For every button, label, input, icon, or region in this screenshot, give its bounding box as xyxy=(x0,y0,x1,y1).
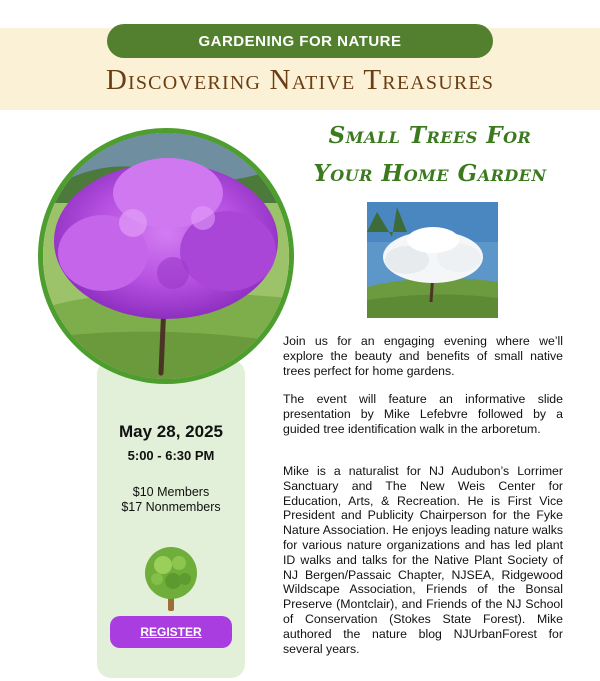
event-date: May 28, 2025 xyxy=(119,422,223,441)
redbud-tree-photo xyxy=(38,128,294,384)
page-title: Discovering Native Treasures xyxy=(105,64,495,96)
price-members: $10 Members xyxy=(132,485,210,499)
dogwood-tree-photo xyxy=(367,202,498,318)
tree-icon xyxy=(143,545,199,613)
register-button[interactable]: REGISTER xyxy=(110,616,232,648)
speaker-bio-paragraph: Mike is a naturalist for NJ Audubon’s Lorrimer Sanctuary and The New Weis Center for Education, Arts, & Recreation. He is First Vice President and Publicity Chairperson for the Fyke Nature Association. He enjoys leading nature walks for various nature organizations and has led plant ID walks and talks for the Native Plant Society of NJ Bergen/Passaic Chapter, NJSEA, Ridgewood Wildscape Association, Friends of the Bonsal Preserve (Montclair), and Friends of the NJ School of Conservation (Stokes State Forest). Mike authored the nature blog NJUrbanForest for several years. xyxy=(283,464,563,656)
intro-paragraph: Join us for an engaging evening where we’ll explore the beauty and benefits of small native trees perfect for home gardens. xyxy=(283,334,563,378)
event-time: 5:00 - 6:30 PM xyxy=(127,448,215,463)
event-title-line-2: Your Home Garden xyxy=(313,160,547,187)
event-title-line-1: Small Trees For xyxy=(328,122,532,149)
price-nonmembers: $17 Nonmembers xyxy=(121,500,221,514)
program-paragraph: The event will feature an informative slide presentation by Mike Lefebvre followed by a guided tree identification walk in the arboretum. xyxy=(283,392,563,436)
series-label: GARDENING FOR NATURE xyxy=(107,24,493,58)
